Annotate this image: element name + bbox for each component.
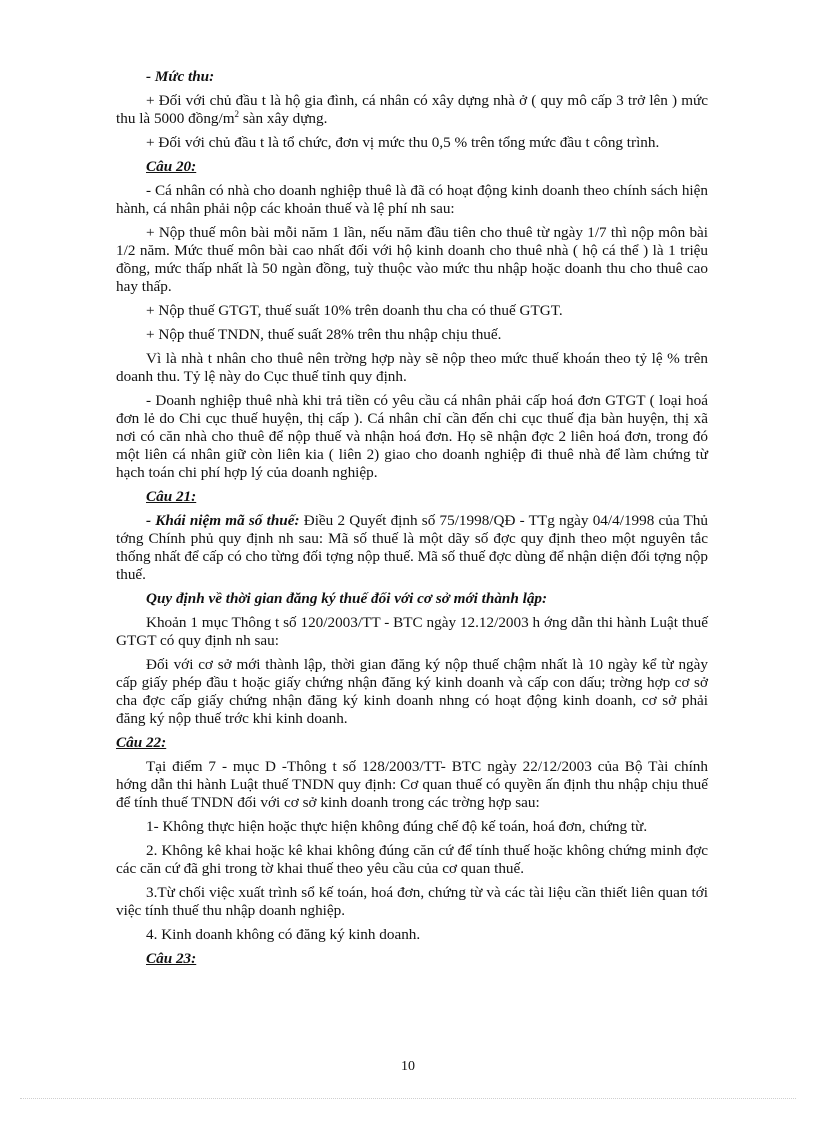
muc-thu-superscript: 2 [234, 108, 240, 119]
cau-20-heading: Câu 20: [146, 158, 197, 175]
cau-22-paragraph: 1- Không thực hiện hoặc thực hiện không đúng chế độ kế toán, hoá đơn, chứng từ. [146, 818, 648, 835]
document-page [116, 68, 708, 974]
cau-20-paragraph: Vì là nhà t nhân cho thuê nên trờng hợp này sẽ nộp theo mức thuế khoán theo tỷ lệ % trên doanh thu. Tỷ lệ này do Cục thuế tỉnh quy định. [116, 350, 708, 385]
cau-20-paragraph: - Doanh nghiệp thuê nhà khi trả tiền có yêu cầu cá nhân phải cấp hoá đơn GTGT ( loại hoá đơn lẻ do Chi cục thuế huyện, thị cấp ). Cá nhân chỉ cần đến chi cục thuế địa bàn huyện, thị xã nơi có căn nhà cho thuê để nộp thuế và nhận hoá đơn. Họ sẽ nhận đợc 2 liên hoá đơn, trong đó một liên cá nhân giữ còn liên kia ( liên 2) giao cho doanh nghiệp đi thuê nhà để làm chứng từ hạch toán chi phí hợp lý của doanh nghiệp. [116, 392, 708, 481]
page-number: 10 [401, 1059, 415, 1074]
cau-21-heading: Câu 21: [146, 488, 197, 505]
cau-21-subheading: Quy định về thời gian đăng ký thuế đối với cơ sở mới thành lập: [146, 590, 548, 607]
cau-20-paragraph: + Nộp thuế TNDN, thuế suất 28% trên thu nhập chịu thuế. [146, 326, 502, 343]
cau-20-paragraph: + Nộp thuế môn bài mỗi năm 1 lần, nếu năm đầu tiên cho thuê từ ngày 1/7 thì nộp môn bài 1/2 năm. Mức thuế môn bài cao nhất đối với hộ kinh doanh cho thuê nhà ( hộ cá thể ) là 1 triệu đồng, mức thấp nhất là 50 ngàn đồng, tuỳ thuộc vào mức thu nhập hoặc doanh thu cho thuê cao hay thấp. [116, 224, 708, 295]
cau-20-paragraph: - Cá nhân có nhà cho doanh nghiệp thuê là đã có hoạt động kinh doanh theo chính sách hiện hành, cá nhân phải nộp các khoản thuế và lệ phí nh sau: [116, 182, 708, 217]
cau-22-paragraph: Tại điểm 7 - mục D -Thông t số 128/2003/TT- BTC ngày 22/12/2003 của Bộ Tài chính hớng dẫn thi hành Luật thuế TNDN quy định: Cơ quan thuế có quyền ấn định thu nhập chịu thuế để tính thuế TNDN đối với cơ sở kinh doanh trong các trờng hợp sau: [116, 758, 708, 811]
cau-21-paragraph: Khoản 1 mục Thông t số 120/2003/TT - BTC ngày 12.12/2003 h ớng dẫn thi hành Luật thuế GTGT có quy định nh sau: [116, 614, 708, 649]
cau-22-heading: Câu 22: [116, 734, 167, 751]
cau-21-concept [116, 512, 708, 584]
cau-22-paragraph: 4. Kinh doanh không có đăng ký kinh doanh. [146, 926, 421, 943]
cau-21-concept-text: Điều 2 Quyết định số 75/1998/QĐ - TTg ngày 04/4/1998 của Thủ tớng Chính phủ quy định nh sau: Mã số thuế là một dãy số đợc quy định theo một nguyên tắc thống nhất để cấp có cho từng đối tợng nộp thuế. Mã số thuế đợc dùng để nhận diện đối tợng nộp thuế. [116, 512, 708, 583]
muc-thu-label-text: - Mức thu: [146, 68, 215, 85]
cau-21-paragraph: Đối với cơ sở mới thành lập, thời gian đăng ký nộp thuế chậm nhất là 10 ngày kể từ ngày cấp giấy phép đầu t hoặc giấy chứng nhận đăng ký kinh doanh và cấp con dấu; trờng hợp cơ sở cha đợc cấp giấy chứng nhận đăng ký kinh doanh nhng có hoạt động kinh doanh, cơ sở phải đăng ký nộp thuế trớc khi kinh doanh. [116, 656, 708, 727]
muc-thu-label [116, 68, 708, 86]
cau-20-paragraph: + Nộp thuế GTGT, thuế suất 10% trên doanh thu cha có thuế GTGT. [146, 302, 563, 319]
muc-thu-line-1-post: sàn xây dựng. [239, 110, 328, 127]
cau-23-heading: Câu 23: [146, 950, 197, 967]
muc-thu-line-2: + Đối với chủ đầu t là tổ chức, đơn vị mức thu 0,5 % trên tổng mức đầu t công trình. [146, 134, 660, 151]
muc-thu-line-1-pre: + Đối với chủ đầu t là hộ gia đình, cá nhân có xây dựng nhà ở ( quy mô cấp 3 trở lên ) mức thu là 5000 đồng/m [116, 92, 708, 127]
muc-thu-line-1 [116, 92, 708, 128]
cau-21-concept-label: - Khái niệm mã số thuế: [146, 512, 300, 529]
cau-22-paragraph: 3.Từ chối việc xuất trình sổ kế toán, hoá đơn, chứng từ và các tài liệu cần thiết liên quan tới việc tính thuế thu nhập doanh nghiệp. [116, 884, 708, 919]
page-bottom-divider [20, 1098, 796, 1099]
cau-22-paragraph: 2. Không kê khai hoặc kê khai không đúng căn cứ để tính thuế hoặc không chứng minh đợc các căn cứ đã ghi trong tờ khai thuế theo yêu cầu của cơ quan thuế. [116, 842, 708, 877]
